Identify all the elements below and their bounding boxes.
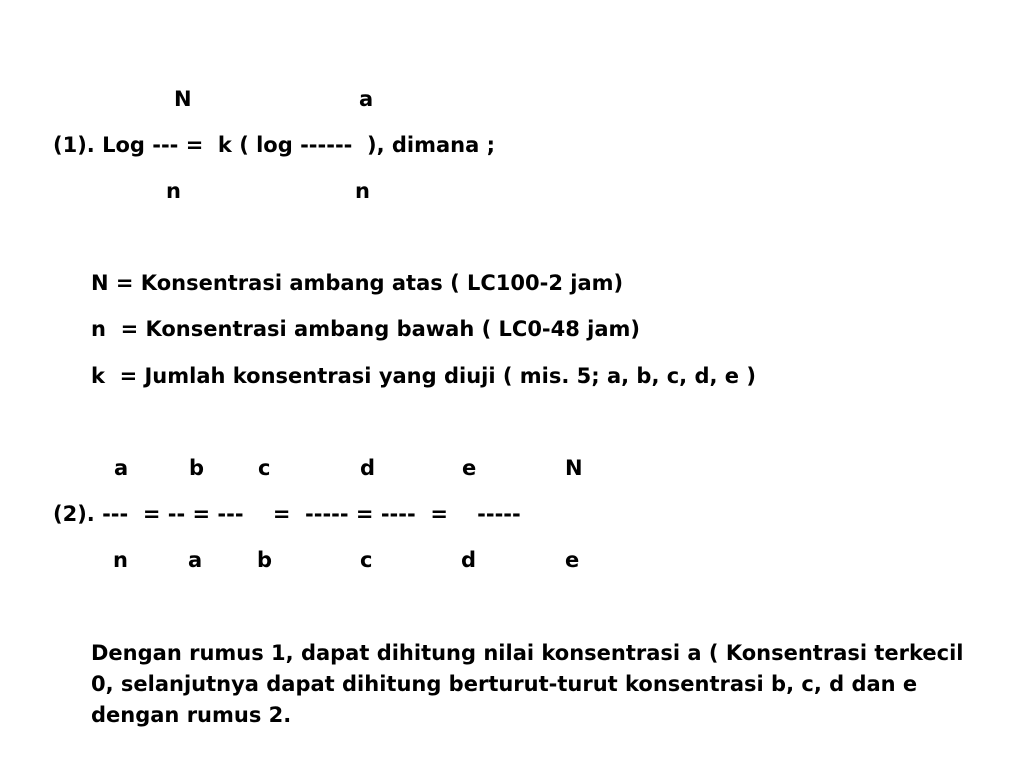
formula-2-denominator-a: a <box>188 548 203 572</box>
formula-1-line: (1). Log --- = k ( log ------ ), dimana ; <box>53 133 495 157</box>
formula-2-line: (2). --- = -- = --- = ----- = ---- = ----- <box>53 502 521 526</box>
formula-1-denominator-n: n <box>166 179 181 203</box>
formula-2-numerator-d: d <box>360 456 376 480</box>
explanation-paragraph: Dengan rumus 1, dapat dihitung nilai konsentrasi a ( Konsentrasi terkecil 0, selanjutnya dapat dihitung berturut-turut konsentrasi b, c, d dan e dengan rumus 2. <box>91 641 964 727</box>
formula-1-numerator-a: a <box>359 87 374 111</box>
formula-2-denominator-b: b <box>257 548 273 572</box>
definition-N: N = Konsentrasi ambang atas ( LC100-2 jam) <box>91 271 624 295</box>
formula-2-denominator-c: c <box>360 548 373 572</box>
formula-2-numerator-N: N <box>565 456 583 480</box>
formula-2-numerator-b: b <box>189 456 205 480</box>
formula-1-numerator-N: N <box>174 87 192 111</box>
formula-1-denominator-n-2: n <box>355 179 370 203</box>
formula-2-numerator-e: e <box>462 456 477 480</box>
formula-2-denominator-e: e <box>565 548 580 572</box>
formula-2-numerator-c: c <box>258 456 271 480</box>
definition-n: n = Konsentrasi ambang bawah ( LC0-48 jam) <box>91 317 641 341</box>
formula-2-numerator-a: a <box>114 456 129 480</box>
definition-k: k = Jumlah konsentrasi yang diuji ( mis. 5; a, b, c, d, e ) <box>91 364 756 388</box>
formula-2-denominator-n: n <box>113 548 128 572</box>
formula-2-denominator-d: d <box>461 548 477 572</box>
